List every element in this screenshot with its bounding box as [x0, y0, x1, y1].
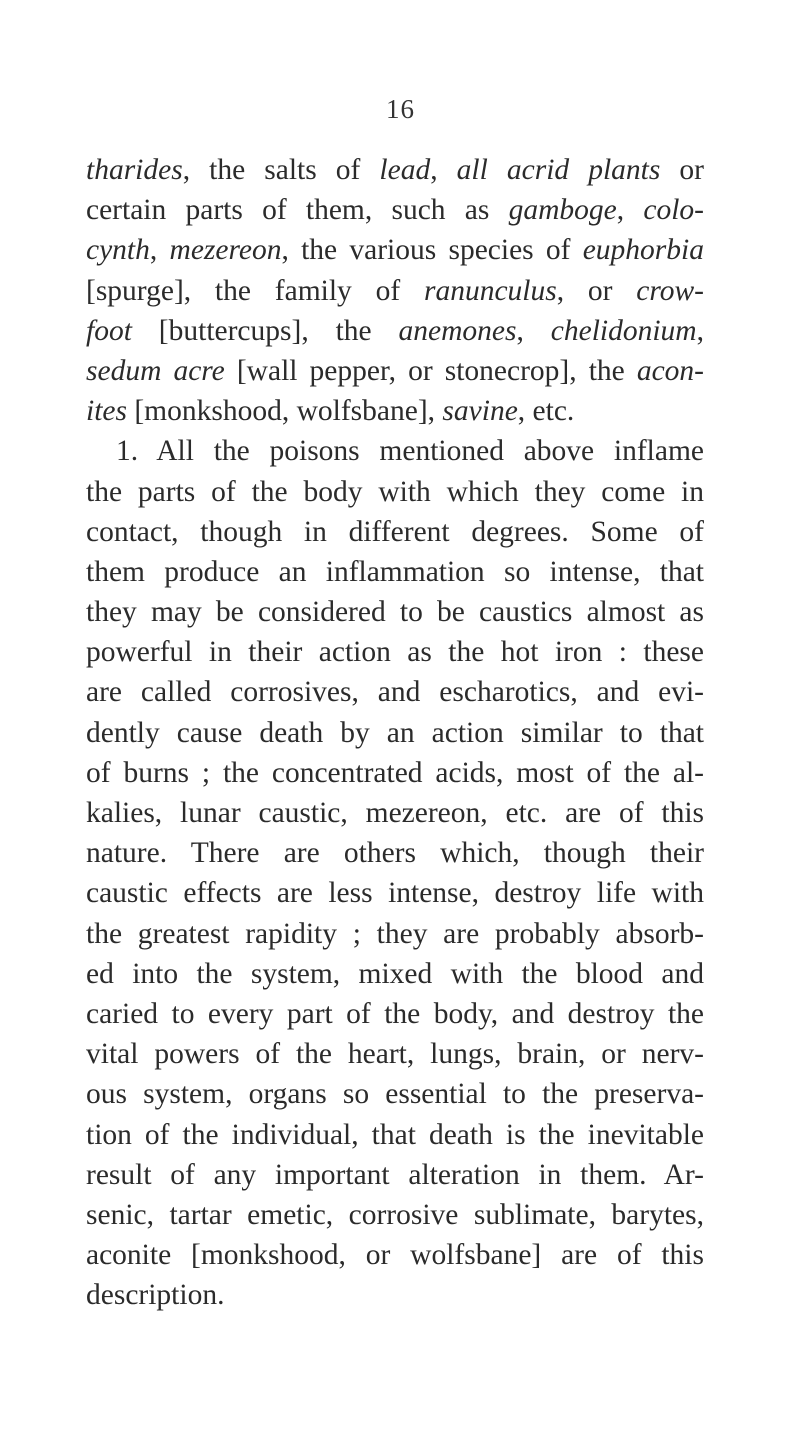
italic-term: cynth	[86, 234, 150, 267]
text-line	[86, 1034, 704, 1074]
italic-term: ites	[86, 395, 127, 428]
text-run: vital powers of the heart, lungs, brain, or nerv-	[86, 1038, 704, 1071]
text-run: [monkshood, wolfsbane],	[126, 395, 443, 428]
text-run: ,	[516, 314, 551, 347]
text-line	[86, 1195, 704, 1235]
text-run: ,	[616, 194, 644, 227]
italic-term: foot	[86, 314, 132, 347]
text-run: [spurge], the family of	[86, 274, 424, 307]
text-line	[86, 271, 704, 311]
page-number: 16	[386, 94, 415, 124]
text-run: the greatest rapidity ; they are probably absorb-	[86, 917, 704, 950]
text-line	[86, 954, 704, 994]
text-line	[86, 753, 704, 793]
italic-term: mezereon	[169, 234, 282, 267]
text-run: senic, tartar emetic, corrosive sublimate, barytes,	[86, 1198, 704, 1231]
text-line	[86, 512, 704, 552]
text-run: description.	[86, 1279, 225, 1312]
text-run: kalies, lunar caustic, mezereon, etc. are of this	[86, 797, 704, 829]
text-run: ,	[696, 314, 704, 347]
italic-term: ranunculus	[423, 274, 557, 307]
text-run: dently cause death by an action similar to that	[86, 716, 704, 749]
text-run: ous system, organs so essential to the preserva-	[86, 1078, 704, 1111]
text-run: ed into the system, mixed with the blood and	[86, 957, 704, 990]
text-run: tion of the individual, that death is the inevitable	[86, 1118, 704, 1151]
text-line	[86, 552, 704, 592]
text-run: caustic effects are less intense, destroy life with	[86, 877, 704, 910]
text-run: they may be considered to be caustics almost as	[86, 596, 704, 629]
text-line	[86, 1235, 704, 1275]
text-run: certain parts of them, such as	[86, 194, 509, 227]
text-line	[86, 873, 704, 913]
text-line	[86, 391, 704, 431]
italic-term: chelidonium	[550, 314, 697, 347]
text-line	[86, 431, 704, 471]
text-run: them produce an inflammation so intense, that	[86, 555, 704, 588]
text-run: , or	[556, 274, 637, 307]
text-line	[86, 1275, 704, 1315]
text-line	[86, 632, 704, 672]
text-run: 1. All the poisons mentioned above inflame	[116, 435, 704, 468]
text-line	[86, 190, 704, 230]
text-run: ,	[149, 234, 170, 267]
text-line	[86, 592, 704, 632]
italic-term: gamboge	[508, 194, 617, 227]
italic-term: savine	[442, 395, 518, 428]
italic-term: anemones	[398, 314, 517, 347]
text-line	[86, 230, 704, 270]
text-line	[86, 793, 704, 833]
text-line	[86, 150, 704, 190]
text-run: powerful in their action as the hot iron : these	[86, 636, 704, 669]
text-run: , etc.	[517, 395, 575, 428]
text-line	[86, 1155, 704, 1195]
body-text	[86, 150, 704, 1315]
italic-term: tharides	[86, 154, 183, 186]
text-line	[86, 311, 704, 351]
text-run: the parts of the body with which they come in	[86, 475, 704, 508]
italic-term: crow-	[636, 274, 705, 307]
italic-term: euphorbia	[582, 234, 704, 267]
text-run: , the salts of	[182, 154, 380, 186]
italic-term: lead	[379, 154, 431, 186]
text-run: [wall pepper, or stonecrop], the	[224, 354, 637, 387]
text-run: are called corrosives, and escharotics, and evi-	[86, 676, 704, 709]
text-run: result of any important alteration in them. Ar-	[86, 1158, 704, 1191]
text-line	[86, 713, 704, 753]
text-run: [buttercups], the	[131, 314, 399, 347]
text-line	[86, 994, 704, 1034]
text-line	[86, 672, 704, 712]
text-run: aconite [monkshood, or wolfsbane] are of this	[86, 1239, 704, 1272]
text-run: nature. There are others which, though their	[86, 837, 704, 870]
text-line	[86, 1115, 704, 1155]
text-run: or	[660, 154, 705, 186]
text-run: , the various species of	[281, 234, 583, 267]
text-line	[86, 914, 704, 954]
text-line	[86, 472, 704, 512]
text-line	[86, 1074, 704, 1114]
text-line	[86, 833, 704, 873]
text-run: ,	[430, 154, 457, 186]
italic-term: colo-	[643, 194, 705, 227]
italic-term: all acrid plants	[456, 154, 661, 186]
text-run: of burns ; the concentrated acids, most of the al-	[86, 756, 704, 789]
text-run: contact, though in different degrees. Some of	[86, 515, 704, 548]
text-line	[86, 351, 704, 391]
italic-term: acon-	[636, 354, 704, 387]
italic-term: sedum acre	[86, 354, 225, 387]
text-run: caried to every part of the body, and destroy the	[86, 997, 704, 1030]
